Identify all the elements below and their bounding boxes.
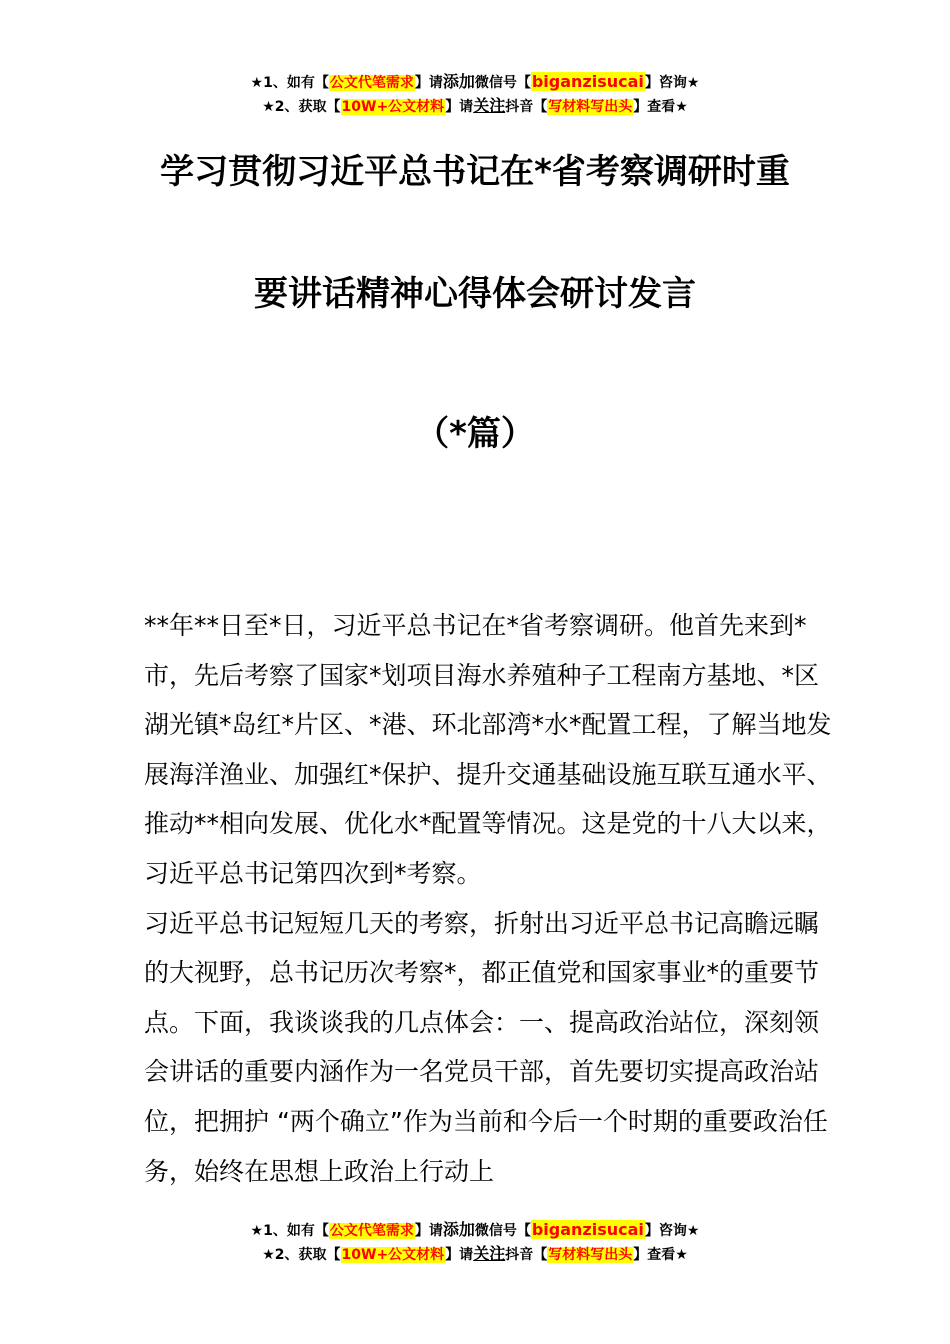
promo-highlight-need: 公文代笔需求 — [329, 75, 414, 91]
promo-text: 】咨询★ — [644, 75, 700, 91]
promo-text: 】查看★ — [633, 99, 688, 115]
promo-wechat-id: biganzisucai — [531, 72, 644, 91]
promo-follow-word: 关注 — [473, 96, 506, 115]
promo-text: ★1、如有【 — [250, 75, 329, 91]
document-title-line-1: 学习贯彻习近平总书记在*省考察调研时重 — [160, 152, 790, 192]
promo-highlight-material: 10W+公文材料 — [341, 1247, 445, 1263]
document-body — [144, 601, 834, 1196]
promo-follow-word: 关注 — [473, 1244, 506, 1263]
promo-line-1 — [0, 70, 950, 95]
promo-add-word: 添加 — [442, 72, 475, 91]
body-paragraph: 习近平总书记短短几天的考察，折射出习近平总书记高瞻远瞩的大视野，总书记历次考察*，都正值党和国家事业*的重要节点。下面，我谈谈我的几点体会：一、提高政治站位，深刻领会讲话的重要内涵作为一名党员干部，首先要切实提高政治站位，把拥护 “两个确立”作为当前和今后一个时期的重要政治任务，始终在思想上政治上行动上 — [144, 908, 828, 1186]
promo-text: 】请 — [414, 75, 443, 91]
promo-line-2 — [0, 94, 950, 119]
document-subtitle: （*篇） — [415, 414, 535, 454]
promo-text: 】请 — [445, 1247, 474, 1263]
promo-text: 抖音【 — [505, 99, 548, 115]
promo-add-word: 添加 — [442, 1220, 475, 1239]
promo-wechat-id: biganzisucai — [531, 1220, 644, 1239]
body-paragraph: **年**日至*日，习近平总书记在*省考察调研。他首先来到*市，先后考察了国家*划项目海水养殖种子工程南方基地、*区湖光镇*岛红*片区、*港、环北部湾*水*配置工程，了解当地发展海洋渔业、加强红*保护、提升交通基础设施互联互通水平、推动**相向发展、优化水*配置等情况。这是党的十八大以来，习近平总书记第四次到*考察。 — [144, 611, 832, 888]
promo-douyin-id: 写材料写出头 — [548, 1247, 633, 1263]
promo-highlight-need: 公文代笔需求 — [329, 1223, 414, 1239]
promo-text: 】请 — [414, 1223, 443, 1239]
footer-promo-line-1 — [0, 1218, 950, 1243]
promo-text: 】请 — [445, 99, 474, 115]
promo-text: 】咨询★ — [644, 1223, 700, 1239]
document-title-line-2: 要讲话精神心得体会研讨发言 — [254, 274, 696, 314]
footer-promo-line-2 — [0, 1242, 950, 1267]
promo-text: ★2、获取【 — [262, 1247, 341, 1263]
promo-text: 微信号【 — [474, 75, 531, 91]
promo-text: ★2、获取【 — [262, 99, 341, 115]
promo-text: 微信号【 — [474, 1223, 531, 1239]
promo-text: 抖音【 — [505, 1247, 548, 1263]
promo-douyin-id: 写材料写出头 — [548, 99, 633, 115]
promo-text: ★1、如有【 — [250, 1223, 329, 1239]
promo-highlight-material: 10W+公文材料 — [341, 99, 445, 115]
promo-text: 】查看★ — [633, 1247, 688, 1263]
